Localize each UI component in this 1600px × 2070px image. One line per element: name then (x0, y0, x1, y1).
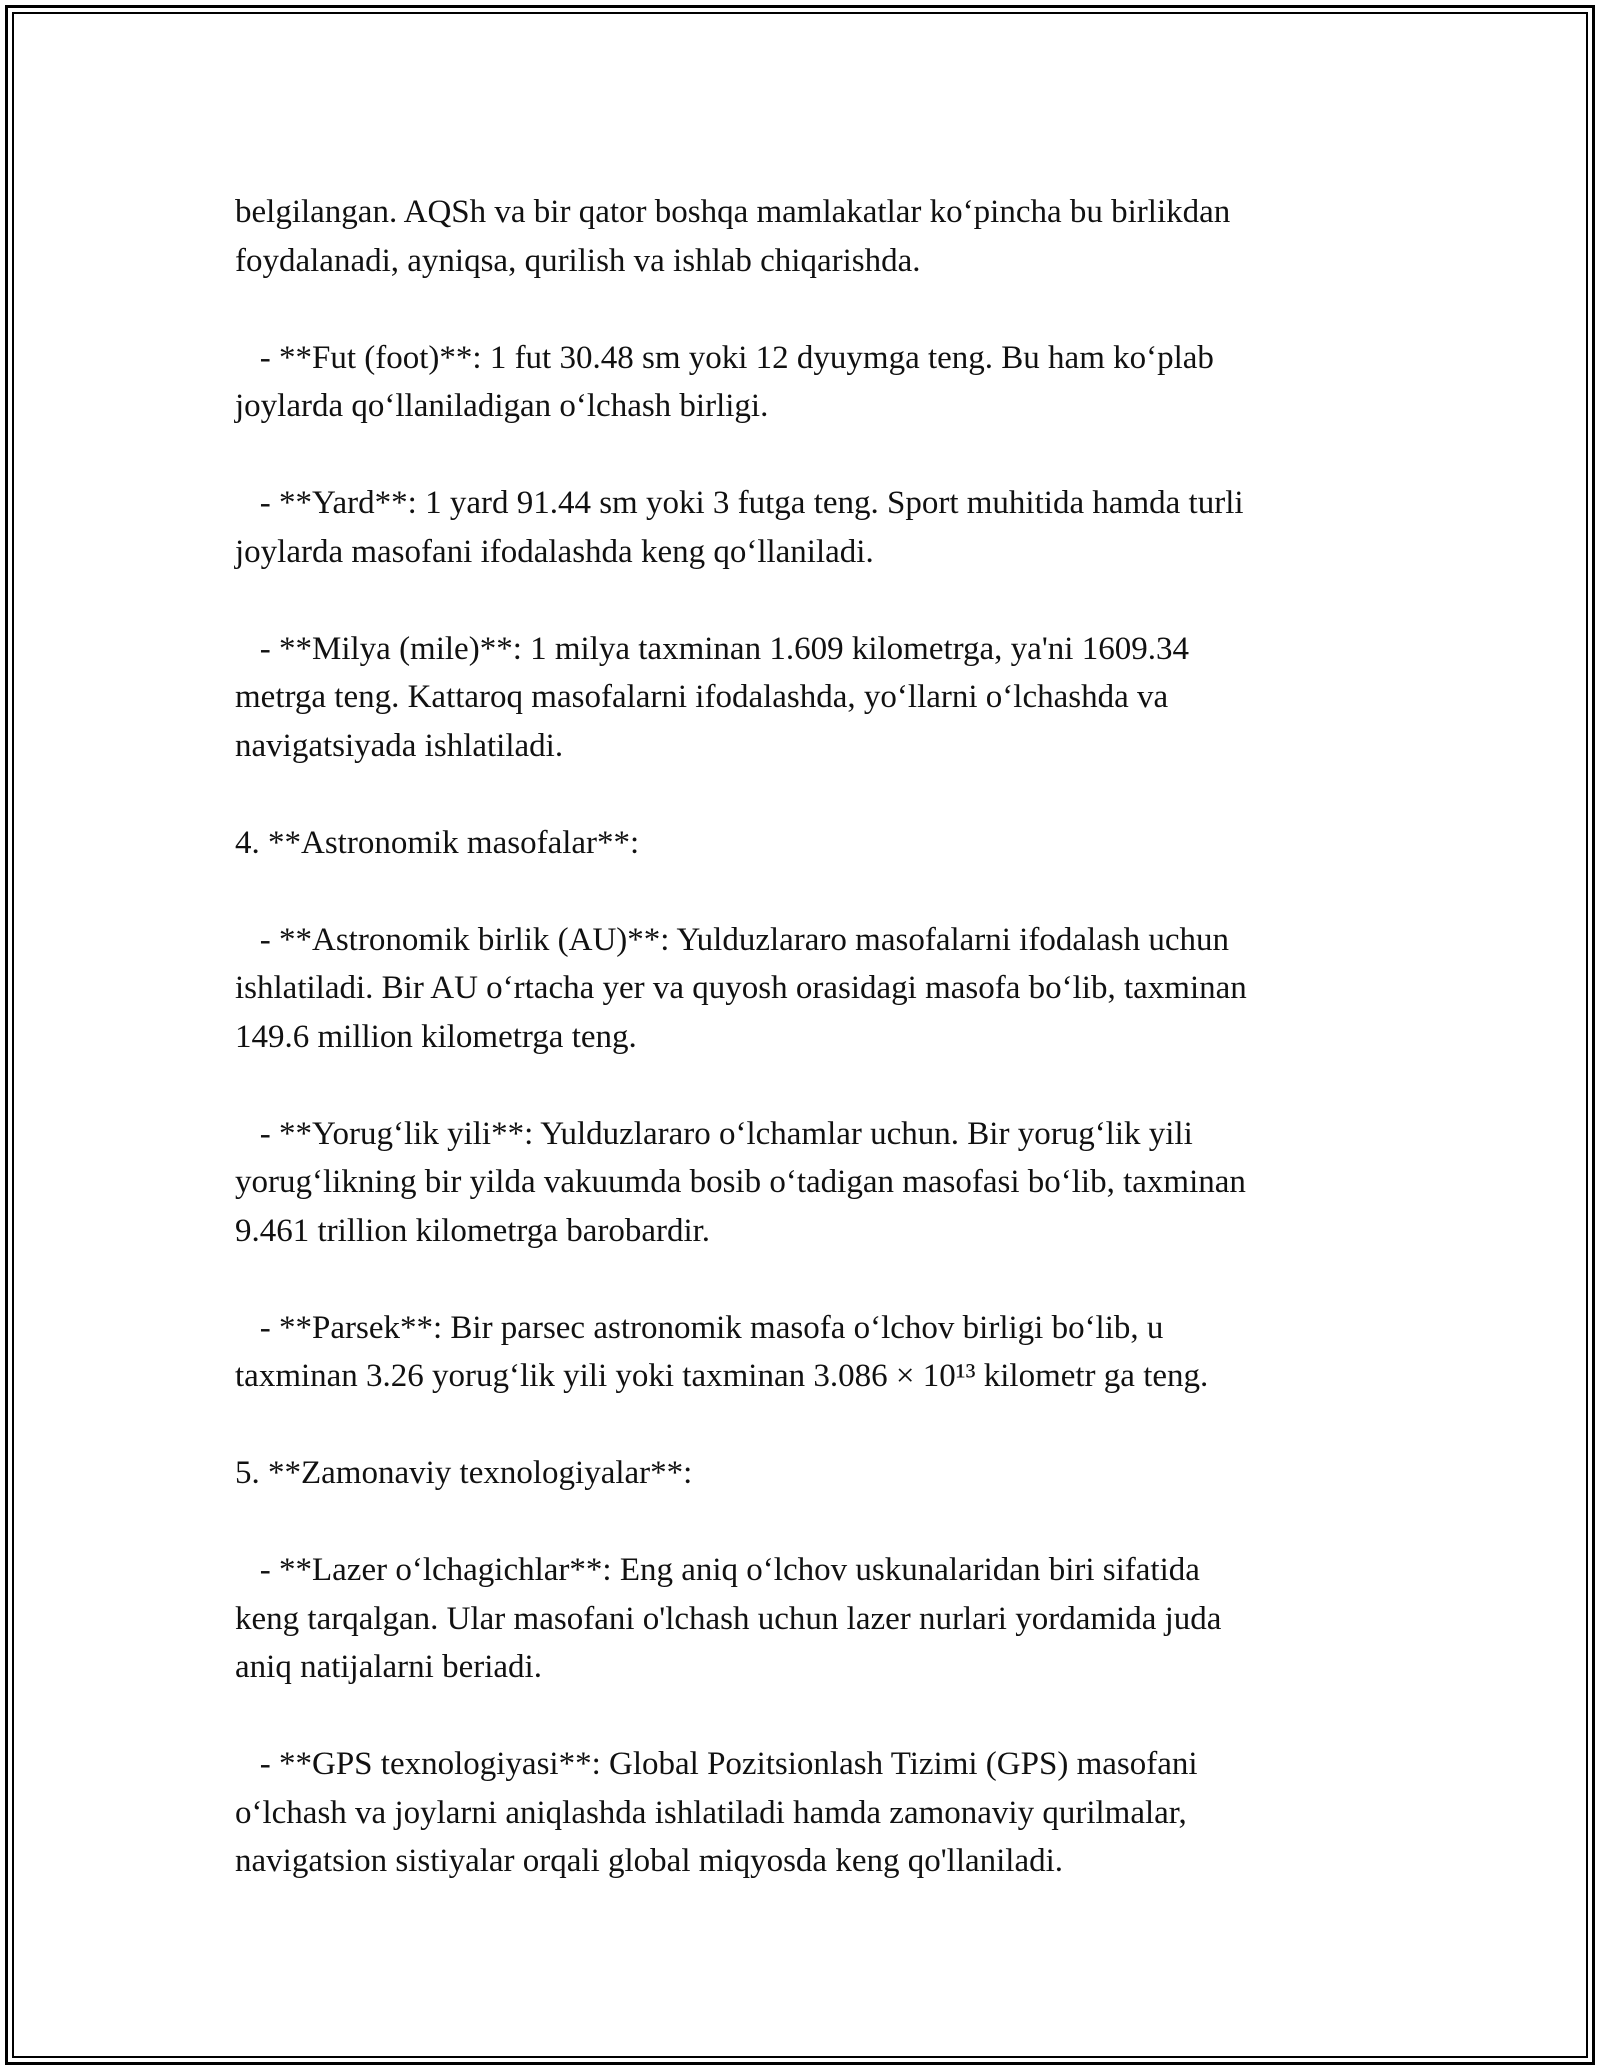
paragraph-light-year: - **Yorug‘lik yili**: Yulduzlararo o‘lchamlar uchun. Bir yorug‘lik yili yorug‘likning bir yilda vakuumda bosib o‘tadigan masofasi bo‘lib, taxminan 9.461 trillion kilometrga barobardir. (235, 1115, 1246, 1249)
heading-astronomical-distances: 4. **Astronomik masofalar**: (235, 824, 640, 861)
paragraph-yard: - **Yard**: 1 yard 91.44 sm yoki 3 futga teng. Sport muhitida hamda turli joylarda masofani ifodalashda keng qo‘llaniladi. (235, 485, 1244, 570)
paragraph-mile: - **Milya (mile)**: 1 milya taxminan 1.609 kilometrga, ya'ni 1609.34 metrga teng. Kattaroq masofalarni ifodalashda, yo‘llarni o‘lchashda va navigatsiyada ishlatiladi. (235, 630, 1189, 764)
paragraph-intro-continuation: belgilangan. AQSh va bir qator boshqa mamlakatlar ko‘pincha bu birlikdan foydalanadi, ayniqsa, qurilish va ishlab chiqarishda. (235, 194, 1231, 279)
document-body (235, 188, 1380, 1886)
paragraph-laser-meters: - **Lazer o‘lchagichlar**: Eng aniq o‘lchov uskunalaridan biri sifatida keng tarqalgan. Ular masofani o'lchash uchun lazer nurlari yordamida juda aniq natijalarni beriadi. (235, 1552, 1222, 1685)
paragraph-foot: - **Fut (foot)**: 1 fut 30.48 sm yoki 12 dyuymga teng. Bu ham ko‘plab joylarda qo‘llaniladigan o‘lchash birligi. (235, 339, 1214, 424)
paragraph-gps: - **GPS texnologiyasi**: Global Pozitsionlash Tizimi (GPS) masofani o‘lchash va joylarni aniqlashda ishlatiladi hamda zamonaviy qurilmalar, navigatsion sistiyalar orqali global miqyosda keng qo'llaniladi. (235, 1746, 1198, 1879)
paragraph-parsec: - **Parsek**: Bir parsec astronomik masofa o‘lchov birligi bo‘lib, u taxminan 3.26 yorug‘lik yili yoki taxminan 3.086 × 10¹³ kilometr ga teng. (235, 1309, 1209, 1394)
heading-modern-technologies: 5. **Zamonaviy texnologiyalar**: (235, 1455, 693, 1491)
paragraph-astronomical-unit: - **Astronomik birlik (AU)**: Yulduzlararo masofalarni ifodalash uchun ishlatiladi. Bir AU o‘rtacha yer va quyosh orasidagi masofa bo‘lib, taxminan 149.6 million kilometrga teng. (235, 921, 1247, 1055)
